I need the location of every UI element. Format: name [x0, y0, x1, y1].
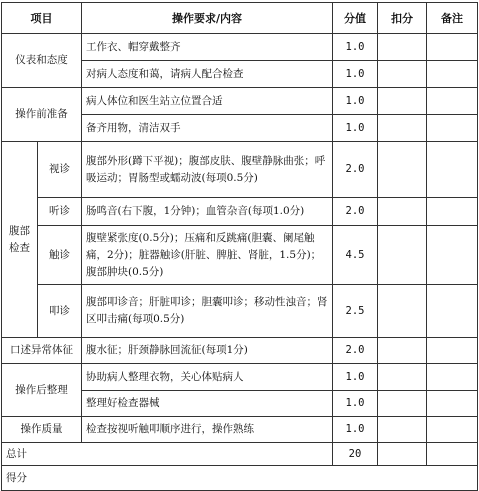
deduct-cell[interactable]: [378, 285, 427, 338]
subcategory-cell: 视诊: [38, 142, 82, 198]
table-row: [2, 226, 478, 285]
table-row: [2, 285, 478, 338]
category-cell: 操作质量: [2, 417, 82, 443]
content-cell: 对病人态度和蔼，请病人配合检查: [82, 61, 333, 88]
content-cell: 协助病人整理衣物，关心体贴病人: [82, 364, 333, 391]
deduct-cell[interactable]: [378, 364, 427, 391]
total-score: 20: [333, 443, 378, 466]
deduct-cell[interactable]: [378, 61, 427, 88]
score-cell: 1.0: [333, 417, 378, 443]
category-cell: 仪表和态度: [2, 34, 82, 88]
header-row: [2, 3, 478, 34]
deduct-cell[interactable]: [378, 115, 427, 142]
deduct-cell[interactable]: [378, 391, 427, 417]
note-cell[interactable]: [427, 142, 478, 198]
content-cell: 整理好检查器械: [82, 391, 333, 417]
score-cell: 2.5: [333, 285, 378, 338]
score-cell: 2.0: [333, 198, 378, 226]
table-row: [2, 142, 478, 198]
note-cell[interactable]: [427, 198, 478, 226]
deduct-cell[interactable]: [378, 417, 427, 443]
score-table: [1, 2, 478, 491]
category-cell: 口述异常体征: [2, 338, 82, 364]
table-row: [2, 417, 478, 443]
note-cell[interactable]: [427, 115, 478, 142]
content-cell: 肠鸣音(右下腹，1分钟)；血管杂音(每项1.0分): [82, 198, 333, 226]
note-cell[interactable]: [427, 417, 478, 443]
score-cell: 1.0: [333, 364, 378, 391]
category-cell: 操作后整理: [2, 364, 82, 417]
note-cell[interactable]: [427, 226, 478, 285]
score-cell: 1.0: [333, 391, 378, 417]
deduct-cell[interactable]: [378, 226, 427, 285]
score-cell: 1.0: [333, 115, 378, 142]
table-row: [2, 88, 478, 115]
subcategory-cell: 叩诊: [38, 285, 82, 338]
note-cell[interactable]: [427, 34, 478, 61]
header-requirement: 操作要求/内容: [82, 3, 333, 34]
header-item: 项目: [2, 3, 82, 34]
content-cell: 工作衣、帽穿戴整齐: [82, 34, 333, 61]
content-cell: 腹壁紧张度(0.5分)；压痛和反跳痛(胆囊、阑尾触痛，2分)；脏器触诊(肝脏、脾脏、肾脏，1.5分)；腹部肿块(0.5分): [82, 226, 333, 285]
category-cell: 腹部检查: [2, 142, 38, 338]
total-deduct-cell[interactable]: [378, 443, 427, 466]
header-deduct: 扣分: [378, 3, 427, 34]
content-cell: 腹部叩诊音；肝脏叩诊；胆囊叩诊；移动性浊音；肾区叩击痛(每项0.5分): [82, 285, 333, 338]
deduct-cell[interactable]: [378, 88, 427, 115]
final-score-row: [2, 466, 478, 491]
category-cell: 操作前准备: [2, 88, 82, 142]
table-row: [2, 364, 478, 391]
content-cell: 腹水征；肝颈静脉回流征(每项1分): [82, 338, 333, 364]
note-cell[interactable]: [427, 88, 478, 115]
deduct-cell[interactable]: [378, 34, 427, 61]
note-cell[interactable]: [427, 364, 478, 391]
score-cell: 2.0: [333, 142, 378, 198]
note-cell[interactable]: [427, 61, 478, 88]
total-row: [2, 443, 478, 466]
content-cell: 腹部外形(蹲下平视)；腹部皮肤、腹壁静脉曲张；呼吸运动；胃肠型或蠕动波(每项0.5分): [82, 142, 333, 198]
note-cell[interactable]: [427, 285, 478, 338]
deduct-cell[interactable]: [378, 198, 427, 226]
note-cell[interactable]: [427, 338, 478, 364]
header-note: 备注: [427, 3, 478, 34]
note-cell[interactable]: [427, 391, 478, 417]
total-note-cell[interactable]: [427, 443, 478, 466]
content-cell: 检查按视听触叩顺序进行，操作熟练: [82, 417, 333, 443]
table-row: [2, 198, 478, 226]
deduct-cell[interactable]: [378, 338, 427, 364]
score-cell: 2.0: [333, 338, 378, 364]
score-cell: 1.0: [333, 61, 378, 88]
deduct-cell[interactable]: [378, 142, 427, 198]
score-cell: 1.0: [333, 88, 378, 115]
final-score-label: 得分: [2, 466, 478, 491]
subcategory-cell: 触诊: [38, 226, 82, 285]
content-cell: 病人体位和医生站立位置合适: [82, 88, 333, 115]
subcategory-cell: 听诊: [38, 198, 82, 226]
table-row: [2, 34, 478, 61]
score-cell: 1.0: [333, 34, 378, 61]
header-score: 分值: [333, 3, 378, 34]
content-cell: 备齐用物，清洁双手: [82, 115, 333, 142]
total-label: 总计: [2, 443, 333, 466]
table-row: [2, 338, 478, 364]
score-cell: 4.5: [333, 226, 378, 285]
